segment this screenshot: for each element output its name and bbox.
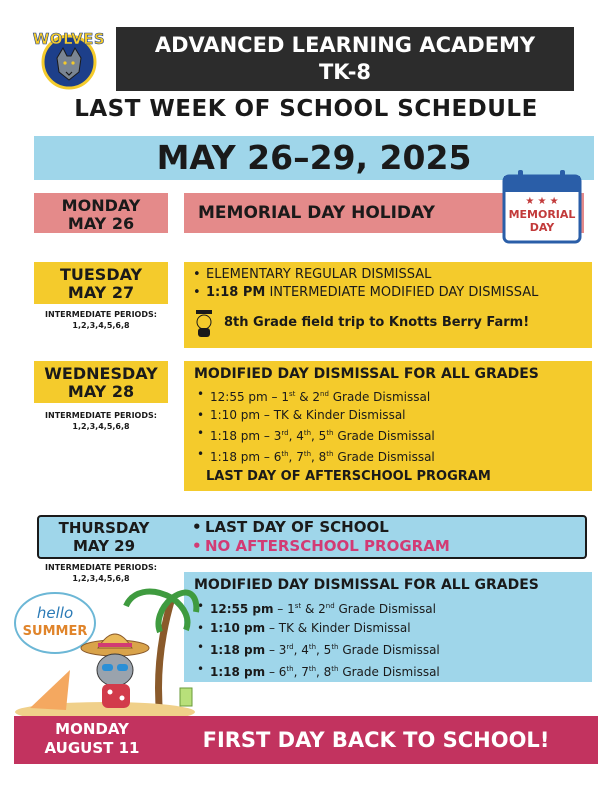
- school-grades: TK-8: [318, 60, 372, 84]
- back-to-school-banner: [14, 716, 598, 764]
- tuesday-periods: [28, 309, 174, 331]
- mascot-graduate-icon: [190, 308, 218, 338]
- monday-label: [34, 193, 168, 233]
- thursday-periods-list: 1,2,3,4,5,6,8: [72, 574, 130, 583]
- wednesday-footer: LAST DAY OF AFTERSCHOOL PROGRAM: [206, 469, 491, 484]
- monday-date: MAY 26: [67, 214, 135, 233]
- page-title: LAST WEEK OF SCHOOL SCHEDULE: [74, 96, 538, 122]
- thursday-date: MAY 29: [72, 537, 136, 555]
- field-trip-row: [190, 308, 586, 338]
- field-trip-text: 8th Grade field trip to Knotts Berry Farm!: [224, 315, 530, 330]
- no-afterschool-text: NO AFTERSCHOOL PROGRAM: [205, 537, 450, 555]
- list-item: • 1:18 PM INTERMEDIATE MODIFIED DAY DISMISSAL: [190, 284, 586, 302]
- memorial-day-text: MEMORIAL DAY HOLIDAY: [198, 203, 435, 223]
- logo-text: WOLVES: [32, 30, 106, 48]
- school-logo: [30, 30, 108, 90]
- calendar-line2: DAY: [529, 221, 555, 234]
- list-item: [189, 518, 450, 537]
- list-item: • 12:55 pm – 1st & 2nd Grade Dismissal: [194, 597, 582, 619]
- back-date: AUGUST 11: [44, 739, 140, 757]
- thursday-banner: [37, 515, 587, 559]
- list-item: • 1:18 pm – 3rd, 4th, 5th Grade Dismissal: [194, 424, 582, 445]
- calendar-icon: [500, 168, 584, 246]
- monday-day: MONDAY: [61, 196, 141, 215]
- list-item: • 1:18 pm – 6th, 7th, 8th Grade Dismissal: [194, 660, 582, 682]
- hello-summer-illustration: [10, 578, 200, 718]
- tuesday-date: MAY 27: [67, 283, 135, 302]
- date-range-banner: MAY 26–29, 2025: [34, 136, 594, 180]
- school-header: [116, 27, 574, 91]
- thursday-label: [39, 517, 169, 555]
- thursday-details: [184, 572, 592, 682]
- tuesday-details: [184, 262, 592, 348]
- back-to-school-text: FIRST DAY BACK TO SCHOOL!: [202, 728, 550, 752]
- back-day: MONDAY: [55, 720, 129, 738]
- list-item: • 1:10 pm – TK & Kinder Dismissal: [194, 406, 582, 424]
- thursday-periods-label: INTERMEDIATE PERIODS:: [45, 563, 157, 572]
- svg-text:★ ★ ★: ★ ★ ★: [525, 196, 559, 207]
- wednesday-periods: [28, 410, 174, 432]
- thursday-heading: MODIFIED DAY DISMISSAL FOR ALL GRADES: [194, 577, 539, 593]
- list-item: [189, 537, 450, 556]
- list-item: • 1:18 pm – 6th, 7th, 8th Grade Dismissal: [194, 445, 582, 466]
- list-item: • 1:10 pm – TK & Kinder Dismissal: [194, 619, 582, 638]
- wednesday-day: WEDNESDAY: [44, 364, 158, 383]
- wednesday-heading: MODIFIED DAY DISMISSAL FOR ALL GRADES: [194, 366, 539, 382]
- wednesday-details: [184, 361, 592, 491]
- calendar-line1: MEMORIAL: [508, 208, 576, 221]
- school-name: ADVANCED LEARNING ACADEMY: [154, 33, 536, 57]
- thursday-day: THURSDAY: [58, 519, 150, 537]
- tuesday-day: TUESDAY: [59, 265, 143, 284]
- back-date-label: [28, 720, 156, 758]
- tuesday-label: [34, 262, 168, 304]
- last-day-text: LAST DAY OF SCHOOL: [205, 518, 389, 536]
- tuesday-periods-list: 1,2,3,4,5,6,8: [72, 321, 130, 330]
- summer-text: SUMMER: [22, 624, 88, 639]
- list-item: • 12:55 pm – 1st & 2nd Grade Dismissal: [194, 385, 582, 406]
- wednesday-date: MAY 28: [67, 382, 135, 401]
- list-item: • ELEMENTARY REGULAR DISMISSAL: [190, 266, 586, 284]
- hello-text: hello: [36, 604, 74, 622]
- wednesday-periods-label: INTERMEDIATE PERIODS:: [45, 411, 157, 420]
- wednesday-periods-list: 1,2,3,4,5,6,8: [72, 422, 130, 431]
- wednesday-label: [34, 361, 168, 403]
- tuesday-periods-label: INTERMEDIATE PERIODS:: [45, 310, 157, 319]
- list-item: • 1:18 pm – 3rd, 4th, 5th Grade Dismissal: [194, 638, 582, 660]
